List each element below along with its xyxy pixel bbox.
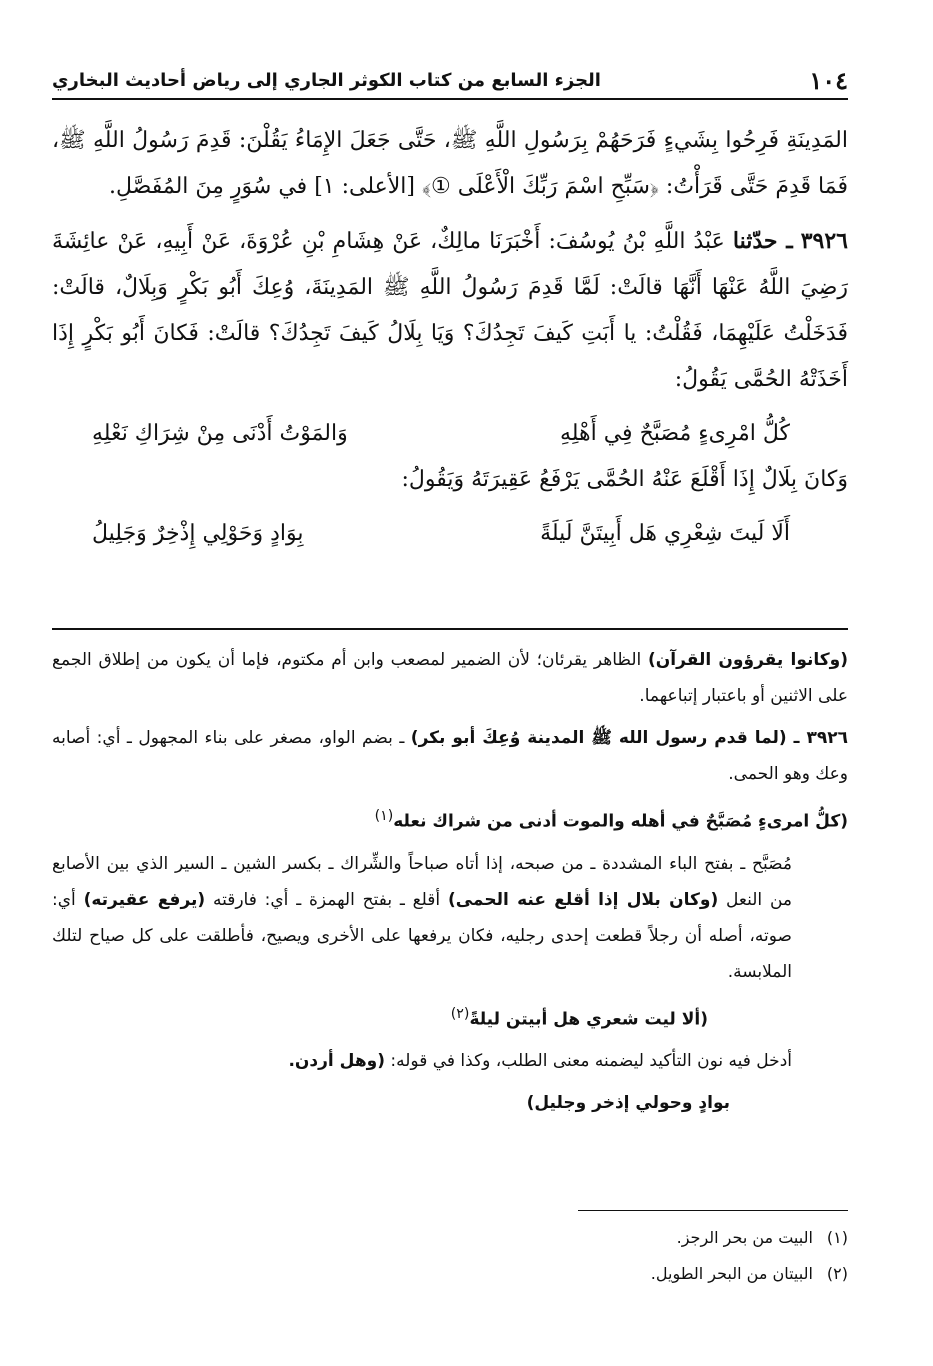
commentary-7-verse: بوادٍ وحولي إذخر وجليل) — [526, 1093, 730, 1114]
footnote-separator — [578, 1210, 848, 1211]
commentary-1-text: الظاهر يقرئان؛ لأن الضمير لمصعب وابن أم مكتوم، فإما أن يكون من إطلاق الجمع على الاثنين أو باعتبار إتباعهما. — [52, 650, 848, 706]
commentary-1-quote: (وكانوا يقرؤون القرآن) — [648, 650, 848, 670]
main-paragraph-3: وَكانَ بِلَالٌ إِذَا أَقْلَعَ عَنْهُ الحُمَّى يَرْفَعُ عَقِيرَتَهُ وَيَقُولُ: — [401, 467, 848, 492]
verse-2-first-hemistich: أَلَا لَيتَ شِعْرِي هَل أَبِيتَنَّ لَيلَةً — [540, 521, 790, 546]
page-header — [52, 62, 848, 100]
hadith-lead: حدّثنا — [732, 228, 778, 254]
commentary-5-verse: (ألا ليت شعري هل أبيتن ليلةً — [469, 1009, 708, 1030]
commentary-paragraph-7 — [52, 1085, 848, 1121]
commentary-paragraph-1 — [52, 642, 848, 714]
verse-2-second-hemistich: بِوَادٍ وَحَوْلِي إِذْخِرٌ وَجَلِيلُ — [92, 521, 304, 546]
commentary-paragraph-2 — [52, 720, 848, 792]
text-commentary-separator — [52, 628, 848, 630]
commentary-2-quote: ٣٩٢٦ ـ (لما قدم رسول الله ﷺ المدينة وُعِكَ أبو بكر) — [410, 728, 848, 748]
verse-1-first-hemistich: كُلُّ امْرِىءٍ مُصَبَّحٌ فِي أَهْلِهِ — [559, 421, 790, 446]
commentary-paragraph-5 — [52, 996, 848, 1038]
footnote-ref-1[interactable]: (١) — [374, 808, 394, 824]
commentary-4-text-a: مُصَبَّح ـ بفتح الباء المشددة ـ من صبحه، إذا أتاه صباحاً والشِّراك ـ بكسر الشين ـ السير الذي بين الأصابع من النعل — [52, 853, 792, 910]
commentary-6-quote: (وهل أردن. — [288, 1051, 385, 1072]
hadith-number: ٣٩٢٦ — [800, 228, 848, 254]
hadith-text — [52, 118, 848, 557]
footnote-2-text: البيتان من البحر الطويل. — [650, 1264, 813, 1283]
page-number: ١٠٤ — [809, 65, 848, 95]
commentary-paragraph-4 — [52, 846, 848, 990]
commentary-6-text: أدخل فيه نون التأكيد ليضمنه معنى الطلب، وكذا في قوله: — [384, 1051, 792, 1072]
verse-1-second-hemistich: وَالمَوْتُ أَدْنَى مِنْ شِرَاكِ نَعْلِهِ — [92, 421, 348, 446]
hadith-body: عَبْدُ اللَّهِ بْنُ يُوسُفَ: أَخْبَرَنَا مالِكٌ، عَنْ هِشَامِ بْنِ عُرْوَةَ، عَنْ أَبِيهِ، عَنْ عائِشَةَ رَضِيَ اللَّهُ عَنْهَا أَنَّهَا قالَتْ: لَمَّا قَدِمَ رَسُولُ اللَّهِ ﷺ المَدِينَةَ، وُعِكَ أَبُو بَكْرٍ وَبِلَالٌ، قالَتْ: فَدَخَلْتُ عَلَيْهِمَا، فَقُلْتُ: يا أَبَتِ كَيفَ تَجِدُكَ؟ وَيَا بِلَالُ كَيفَ تَجِدُكَ؟ قالَتْ: فَكانَ أَبُو بَكْرٍ إِذَا أَخَذَتْهُ الحُمَّى يَقُولُ: — [52, 229, 848, 392]
verse-line-2 — [52, 511, 848, 557]
footnote-1-text: البيت من بحر الرجز. — [676, 1228, 813, 1247]
main-paragraph-2: ٣٩٢٦ ـ حدّثنا عَبْدُ اللَّهِ بْنُ يُوسُفَ: أَخْبَرَنَا مالِكٌ، عَنْ هِشَامِ بْنِ عُرْوَةَ، عَنْ أَبِيهِ، عَنْ عائِشَةَ رَضِيَ اللَّهُ عَنْهَا أَنَّهَا قالَتْ: لَمَّا قَدِمَ رَسُولُ اللَّهِ ﷺ المَدِينَةَ، وُعِكَ أَبُو بَكْرٍ وَبِلَالٌ، قالَتْ: فَدَخَلْتُ عَلَيْهِمَا، فَقُلْتُ: يا أَبَتِ كَيفَ تَجِدُكَ؟ وَيَا بِلَالُ كَيفَ تَجِدُكَ؟ قالَتْ: فَكانَ أَبُو بَكْرٍ إِذَا أَخَذَتْهُ الحُمَّى يَقُولُ: — [52, 228, 848, 392]
footnote-1-number: (١) — [826, 1228, 848, 1247]
footnotes — [52, 1220, 848, 1292]
commentary-paragraph-6 — [52, 1043, 848, 1079]
commentary-4-quote-a: (وكان بلال إذا أقلع عنه الحمى) — [447, 889, 719, 910]
commentary-4-quote-b: (يرفع عقيرته) — [83, 889, 206, 910]
running-title: الجزء السابع من كتاب الكوثر الجاري إلى رياض أحاديث البخاري — [52, 69, 601, 91]
commentary-paragraph-3 — [52, 798, 848, 840]
commentary-4-text-b: أقلع ـ بفتح الهمزة ـ أي: فارقته — [205, 889, 448, 910]
main-paragraph-1: المَدِينَةِ فَرِحُوا بِشَيءٍ فَرَحَهُمْ بِرَسُولِ اللَّهِ ﷺ، حَتَّى جَعَلَ الإِمَاءُ يَقُلْنَ: قَدِمَ رَسُولُ اللَّهِ ﷺ، فَمَا قَدِمَ حَتَّى قَرَأْتُ: ﴿سَبِّحِ اسْمَ رَبِّكَ الْأَعْلَى ①﴾ [الأعلى: ١] في سُوَرٍ مِنَ المُفَصَّلِ. — [52, 128, 848, 199]
commentary-2-text: ـ بضم الواو، مصغر على بناء المجهول ـ أي: أصابه وعك وهو الحمى. — [52, 728, 848, 784]
footnote-2 — [52, 1256, 848, 1292]
commentary-4-text-c: أي: صوته، أصله أن رجلاً قطعت إحدى رجليه، فكان يرفعها على الأخرى ويصيح، فأطلقت على كل صياح لتلك الملابسة. — [52, 889, 792, 982]
footnote-1 — [52, 1220, 848, 1256]
verse-line-1 — [52, 411, 848, 457]
commentary — [52, 642, 848, 1127]
footnote-ref-2[interactable]: (٢) — [450, 1005, 470, 1022]
commentary-3-verse: (كلُّ امرىءٍ مُصَبَّحٌ في أهله والموت أدنى من شراك نعله — [393, 811, 848, 832]
footnote-2-number: (٢) — [826, 1264, 848, 1283]
